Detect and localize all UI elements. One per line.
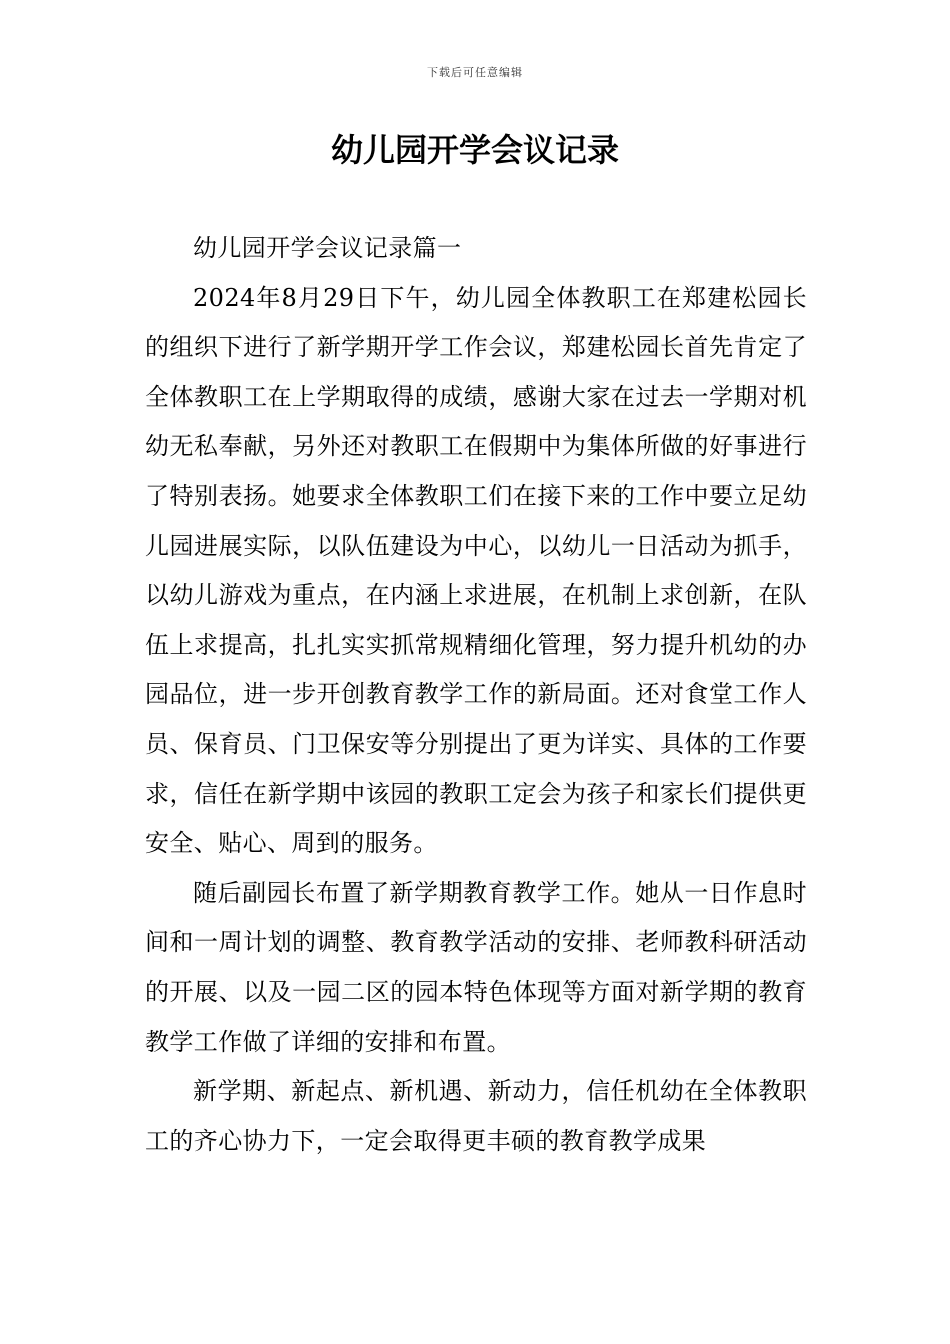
paragraph: 随后副园长布置了新学期教育教学工作。她从一日作息时间和一周计划的调整、教育教学活动的安排、老师教科研活动的开展、以及一园二区的园本特色体现等方面对新学期的教育教学工作做了详细的安排和布置。 xyxy=(145,878,807,1056)
document-title: 幼儿园开学会议记录 xyxy=(330,131,619,169)
paragraph: 新学期、新起点、新机遇、新动力，信任机幼在全体教职工的齐心协力下，一定会取得更丰硕的教育教学成果 xyxy=(145,1077,807,1155)
paragraph: 2024年8月29日下午，幼儿园全体教职工在郑建松园长的组织下进行了新学期开学工作会议，郑建松园长首先肯定了全体教职工在上学期取得的成绩，感谢大家在过去一学期对机幼无私奉献，另外还对教职工在假期中为集体所做的好事进行了特别表扬。她要求全体教职工们在接下来的工作中要立足幼儿园进展实际，以队伍建设为中心，以幼儿一日活动为抓手，以幼儿游戏为重点，在内涵上求进展，在机制上求创新，在队伍上求提高，扎扎实实抓常规精细化管理，努力提升机幼的办园品位，进一步开创教育教学工作的新局面。还对食堂工作人员、保育员、门卫保安等分别提出了更为详实、具体的工作要求，信任在新学期中该园的教职工定会为孩子和家长们提供更安全、贴心、周到的服务。 xyxy=(145,283,807,858)
header-note: 下载后可任意编辑 xyxy=(427,66,523,79)
section-heading: 幼儿园开学会议记录篇一 xyxy=(193,234,462,262)
document-body xyxy=(145,224,807,1166)
